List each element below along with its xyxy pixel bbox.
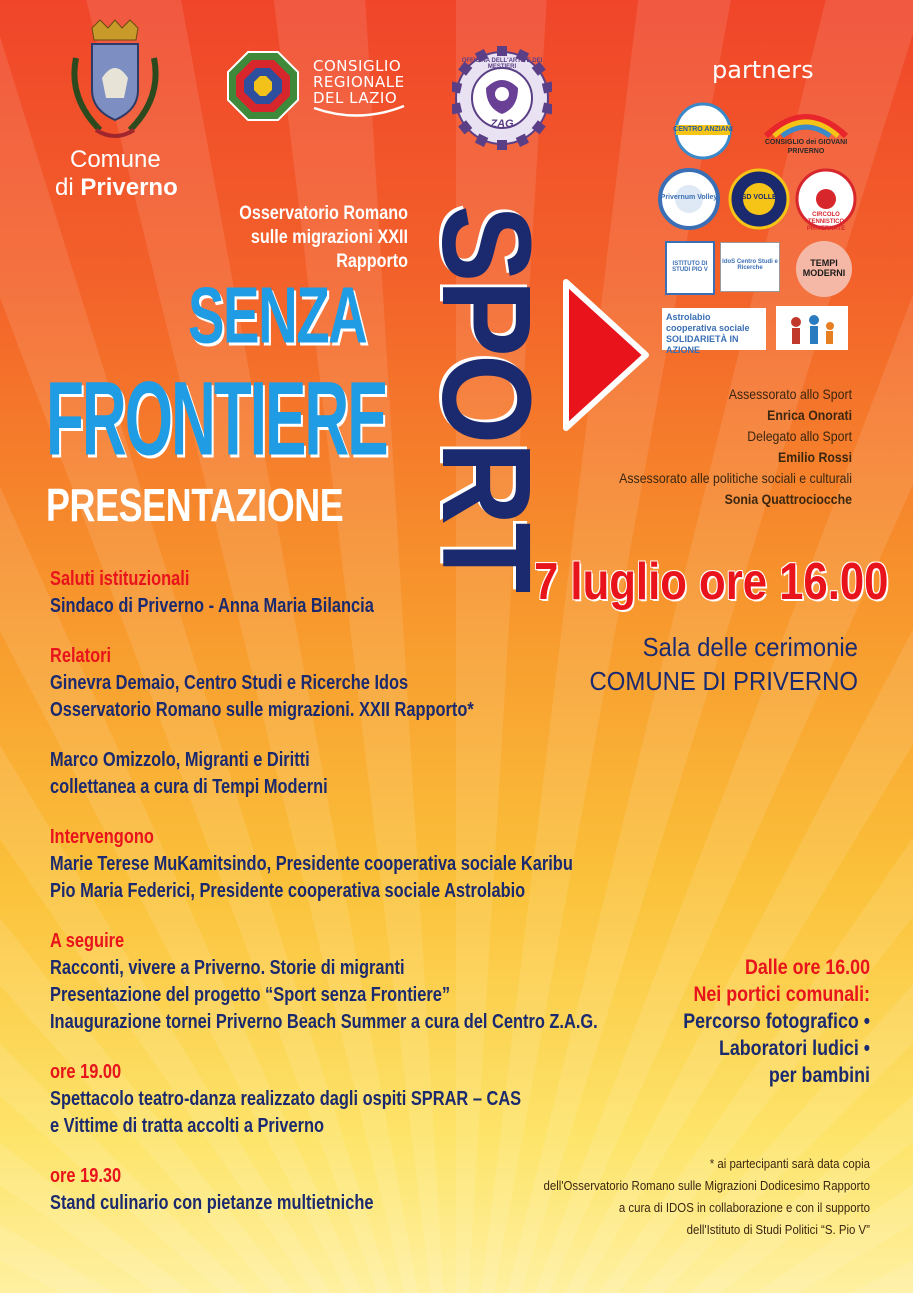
consiglio-giovani-logo: CONSIGLIO dei GIOVANI PRIVERNO bbox=[756, 104, 856, 162]
zag-initials: ZAG bbox=[490, 118, 514, 130]
partners-label: partners bbox=[712, 56, 814, 84]
zag-ring-text: OFFICINA DELL'ARTE E DEI MESTIERI bbox=[461, 58, 543, 70]
program-heading: ore 19.30 bbox=[50, 1165, 122, 1187]
consiglio-swoosh bbox=[312, 104, 406, 120]
regione-lazio-emblem bbox=[226, 50, 300, 122]
program-line: Marco Omizzolo, Migranti e Diritti bbox=[50, 749, 310, 771]
program-heading: ore 19.00 bbox=[50, 1061, 122, 1083]
footnote-line: dell'Istituto di Studi Politici “S. Pio V” bbox=[686, 1222, 870, 1237]
privernum-volley-logo: Privernum Volley bbox=[658, 168, 720, 230]
istituto-pio-v-logo: ISTITUTO DI STUDI PIO V bbox=[665, 241, 715, 295]
program-section bbox=[50, 1059, 670, 1140]
title-senza: SENZA bbox=[188, 271, 367, 361]
program-line: Osservatorio Romano sulle migrazioni. XXII Rapporto* bbox=[50, 699, 474, 721]
program-line: collettanea a cura di Tempi Moderni bbox=[50, 776, 328, 798]
comune-label: Comune bbox=[70, 146, 161, 173]
program-line: Spettacolo teatro-danza realizzato dagli ospiti SPRAR – CAS bbox=[50, 1088, 522, 1110]
asd-volley-logo: ASD VOLLEY bbox=[728, 168, 790, 230]
program-line: Stand culinario con pietanze multietniche bbox=[50, 1192, 374, 1214]
program-section bbox=[50, 643, 670, 724]
title-sport: SPORT bbox=[416, 205, 557, 591]
gear-tooth bbox=[497, 46, 507, 56]
comune-name: di Priverno bbox=[55, 174, 178, 201]
consiglio-regionale-label: CONSIGLIO REGIONALE DEL LAZIO bbox=[313, 57, 405, 107]
credit-role: Delegato allo Sport bbox=[747, 428, 852, 444]
program-heading: Saluti istituzionali bbox=[50, 568, 190, 590]
credit-name: Enrica Onorati bbox=[767, 407, 852, 423]
credit-name: Emilio Rossi bbox=[778, 449, 852, 465]
program-section bbox=[50, 928, 670, 1036]
program-line: Ginevra Demaio, Centro Studi e Ricerche Idos bbox=[50, 672, 409, 694]
program-heading: A seguire bbox=[50, 930, 125, 952]
credit-role: Assessorato alle politiche sociali e culturali bbox=[619, 470, 852, 486]
program-section bbox=[50, 747, 670, 801]
program-section bbox=[50, 824, 670, 905]
gear-tooth bbox=[497, 140, 507, 150]
program-line: Inaugurazione tornei Priverno Beach Summer a cura del Centro Z.A.G. bbox=[50, 1011, 598, 1033]
program-line: Presentazione del progetto “Sport senza Frontiere” bbox=[50, 984, 451, 1006]
credit-role: Assessorato allo Sport bbox=[728, 386, 852, 402]
footnote-line: a cura di IDOS in collaborazione e con il supporto bbox=[618, 1200, 870, 1215]
observatory-subtitle: Osservatorio Romano sulle migrazioni XXII Rapporto bbox=[239, 203, 408, 272]
title-presentazione: PRESENTAZIONE bbox=[46, 479, 344, 531]
credit-name: Sonia Quattrociocche bbox=[724, 491, 852, 507]
program-line: e Vittime di tratta accolti a Priverno bbox=[50, 1115, 325, 1137]
circolo-tennistico-logo: CIRCOLO TENNISTICO PRIVERNATE bbox=[795, 166, 857, 232]
tempi-moderni-logo: TEMPI MODERNI bbox=[793, 240, 855, 298]
title-frontiere: FRONTIERE bbox=[46, 359, 387, 477]
program-list bbox=[50, 566, 670, 1240]
event-venue: Sala delle cerimonie COMUNE DI PRIVERNO bbox=[589, 632, 858, 696]
centro-anziani-logo: CENTRO ANZIANI bbox=[664, 102, 742, 160]
program-line: Marie Terese MuKamitsindo, Presidente cooperativa sociale Karibu bbox=[50, 853, 573, 875]
program-heading: Relatori bbox=[50, 645, 112, 667]
comune-crest-logo bbox=[62, 18, 168, 146]
program-section bbox=[50, 566, 670, 620]
footnote-line: dell'Osservatorio Romano sulle Migrazioni Dodicesimo Rapporto bbox=[543, 1178, 870, 1193]
family-logo bbox=[776, 306, 848, 350]
idos-logo: IdoS Centro Studi e Ricerche bbox=[720, 242, 780, 292]
program-line: Sindaco di Priverno - Anna Maria Bilancia bbox=[50, 595, 374, 617]
footnote-line: * ai partecipanti sarà data copia bbox=[709, 1156, 870, 1171]
side-events: Dalle ore 16.00 Nei portici comunali: Percorso fotografico • Laboratori ludici • per bambini bbox=[683, 956, 870, 1087]
program-heading: Intervengono bbox=[50, 826, 154, 848]
astrolabio-logo: Astrolabio cooperativa sociale SOLIDARIETÀ IN AZIONE bbox=[662, 308, 766, 350]
title-sport-wrap bbox=[416, 205, 557, 591]
footnote bbox=[518, 1153, 870, 1241]
zag-gear-logo bbox=[452, 42, 552, 158]
program-line: Racconti, vivere a Priverno. Storie di migranti bbox=[50, 957, 405, 979]
credits-list bbox=[595, 384, 852, 510]
program-line: Pio Maria Federici, Presidente cooperativa sociale Astrolabio bbox=[50, 880, 526, 902]
event-date: 7 luglio ore 16.00 bbox=[534, 553, 889, 611]
